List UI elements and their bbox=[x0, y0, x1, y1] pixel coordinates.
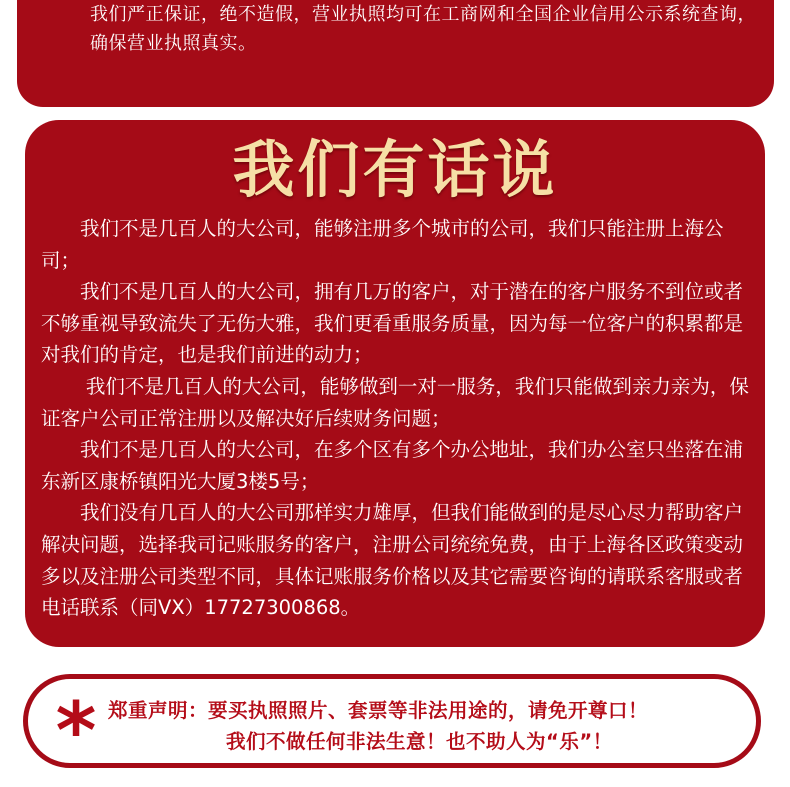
guarantee-text-block bbox=[90, 0, 760, 58]
asterisk-icon: * bbox=[55, 687, 97, 777]
paragraph-4: 我们不是几百人的大公司，在多个区有多个办公地址，我们办公室只坐落在浦东新区康桥镇阳光大厦3楼5号； bbox=[41, 438, 744, 493]
paragraph-1: 我们不是几百人的大公司，能够注册多个城市的公司，我们只能注册上海公司； bbox=[41, 217, 724, 272]
paragraph-5: 我们没有几百人的大公司那样实力雄厚，但我们能做到的是尽心尽力帮助客户解决问题，选择我司记账服务的客户，注册公司统统免费，由于上海各区政策变动多以及注册公司类型不同，具体记账服务价格以及其它需要咨询的请联系客服或者电话联系（同VX）17727300868。 bbox=[41, 501, 744, 620]
section-title: 我们有话说 bbox=[232, 133, 558, 206]
paragraph-2: 我们不是几百人的大公司，拥有几万的客户，对于潜在的客户服务不到位或者不够重视导致流失了无伤大雅，我们更看重服务质量，因为每一位客户的积累都是对我们的肯定，也是我们前进的动力； bbox=[41, 280, 744, 367]
guarantee-text: 我们严正保证，绝不造假，营业执照均可在工商网和全国企业信用公示系统查询，确保营业执照真实。 bbox=[90, 4, 756, 54]
paragraph-3: 我们不是几百人的大公司，能够做到一对一服务，我们只能做到亲力亲为，保证客户公司正常注册以及解决好后续财务问题； bbox=[41, 374, 749, 430]
statement-paragraphs bbox=[41, 213, 751, 624]
disclaimer-line-2: 我们不做任何非法生意！也不助人为“乐”！ bbox=[226, 730, 613, 753]
disclaimer-line-1: 郑重声明：要买执照照片、套票等非法用途的，请免开尊口！ bbox=[108, 699, 649, 722]
